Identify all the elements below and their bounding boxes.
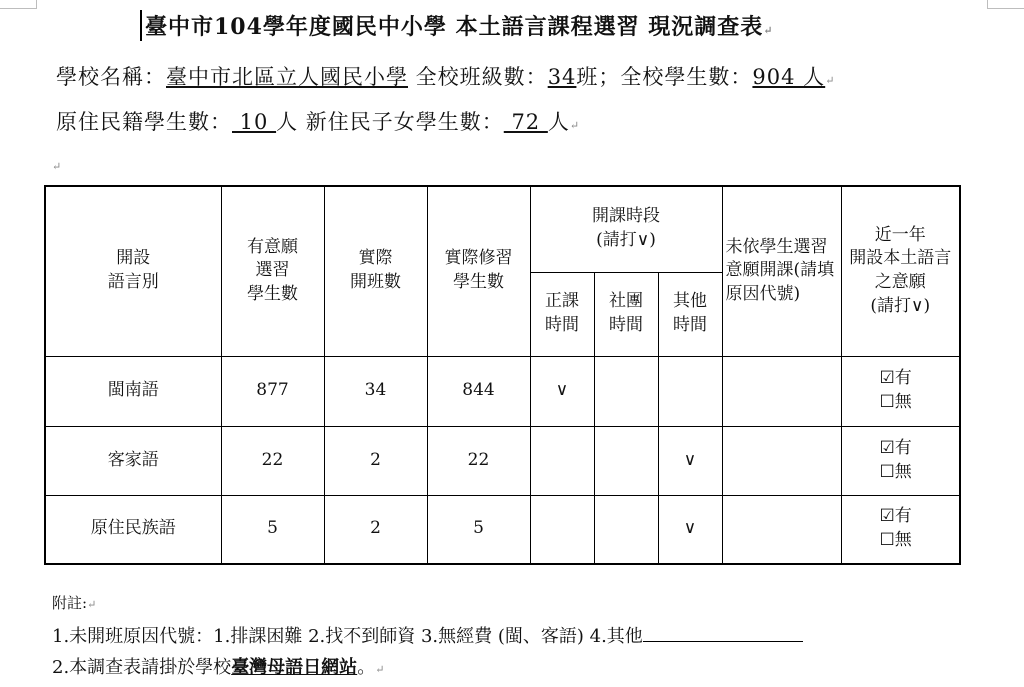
- header-classes: 實際 開班數: [324, 186, 427, 356]
- indigenous-label: 原住民籍學生數：: [56, 110, 232, 134]
- cell-classes: 34: [324, 356, 427, 426]
- cell-other: [658, 356, 722, 426]
- cell-students: 5: [427, 495, 530, 564]
- cell-students: 22: [427, 426, 530, 495]
- survey-table: [44, 185, 961, 565]
- cell-club: [594, 495, 658, 564]
- school-info-line: 學校名稱：臺中市北區立人國民小學 全校班級數：34班；全校學生數：904 人↵: [56, 65, 836, 89]
- cell-regular: [530, 426, 594, 495]
- table-row: [45, 495, 960, 564]
- header-period-regular: 正課 時間: [530, 272, 594, 356]
- cell-reason: [722, 495, 841, 564]
- cell-other: ∨: [658, 495, 722, 564]
- student-count-line: 原住民籍學生數： 10 人 新住民子女學生數： 72 人↵: [56, 110, 581, 134]
- note-2: 2.本調查表請掛於學校臺灣母語日網站。↵: [52, 657, 385, 678]
- indigenous-unit: 人 新住民子女學生數：: [276, 110, 504, 134]
- header-period-other: 其他 時間: [658, 272, 722, 356]
- header-reason: 未依學生選習意願開課(請填原因代號): [722, 186, 841, 356]
- cell-intent: [841, 426, 960, 495]
- header-period-club: 社團 時間: [594, 272, 658, 356]
- intent-no-checkbox[interactable]: ☐無: [879, 461, 912, 482]
- cell-intent: [841, 356, 960, 426]
- cell-classes: 2: [324, 426, 427, 495]
- header-language: 開設 語言別: [45, 186, 221, 356]
- cell-language: 原住民族語: [45, 495, 221, 564]
- intent-no-checkbox[interactable]: ☐無: [879, 392, 912, 412]
- cell-language: 閩南語: [45, 356, 221, 426]
- cell-willing: 5: [221, 495, 324, 564]
- fill-in-blank[interactable]: [643, 641, 803, 642]
- table-row: [45, 356, 960, 426]
- cell-students: 844: [427, 356, 530, 426]
- cell-reason: [722, 426, 841, 495]
- mother-tongue-site-link[interactable]: 臺灣母語日網站: [231, 657, 358, 678]
- header-students: 實際修習 學生數: [427, 186, 530, 356]
- intent-yes-checkbox[interactable]: ☑有: [879, 368, 912, 389]
- header-intent: 近一年 開設本土語言之意願 (請打∨): [841, 186, 960, 356]
- table-row: [45, 426, 960, 495]
- cell-willing: 877: [221, 356, 324, 426]
- intent-yes-checkbox[interactable]: ☑有: [879, 437, 912, 458]
- cell-other: ∨: [658, 426, 722, 495]
- cell-language: 客家語: [45, 426, 221, 495]
- classes-label: 全校班級數：: [408, 65, 548, 89]
- school-label: 學校名稱：: [56, 65, 166, 89]
- cell-club: [594, 356, 658, 426]
- crop-mark-left: [0, 0, 37, 9]
- indigenous-value: 10: [232, 110, 277, 134]
- header-willing: 有意願 選習 學生數: [221, 186, 324, 356]
- cell-club: [594, 426, 658, 495]
- paragraph-mark: ↵: [52, 160, 62, 173]
- cell-intent: [841, 495, 960, 564]
- intent-no-checkbox[interactable]: ☐無: [879, 530, 912, 551]
- school-name: 臺中市北區立人國民小學: [166, 65, 408, 89]
- cell-regular: ∨: [530, 356, 594, 426]
- intent-yes-checkbox[interactable]: ☑有: [879, 506, 912, 527]
- cell-reason: [722, 356, 841, 426]
- cell-classes: 2: [324, 495, 427, 564]
- header-period: 開課時段 (請打∨): [530, 186, 722, 272]
- classes-value: 34: [547, 65, 577, 89]
- classes-unit: 班；全校學生數：: [576, 65, 753, 89]
- students-value: 904 人: [752, 65, 826, 89]
- crop-mark-right: [987, 0, 1024, 9]
- note-1: 1.未開班原因代號：1.排課困難 2.找不到師資 3.無經費 (閩、客語) 4.其他: [52, 622, 803, 648]
- newres-value: 72: [503, 110, 548, 134]
- cell-willing: 22: [221, 426, 324, 495]
- document-title: 臺中市104學年度國民中小學 本土語言課程選習 現況調查表↵: [140, 10, 773, 41]
- notes-heading: 附註:↵: [52, 594, 97, 612]
- newres-unit: 人: [547, 110, 570, 134]
- cell-regular: [530, 495, 594, 564]
